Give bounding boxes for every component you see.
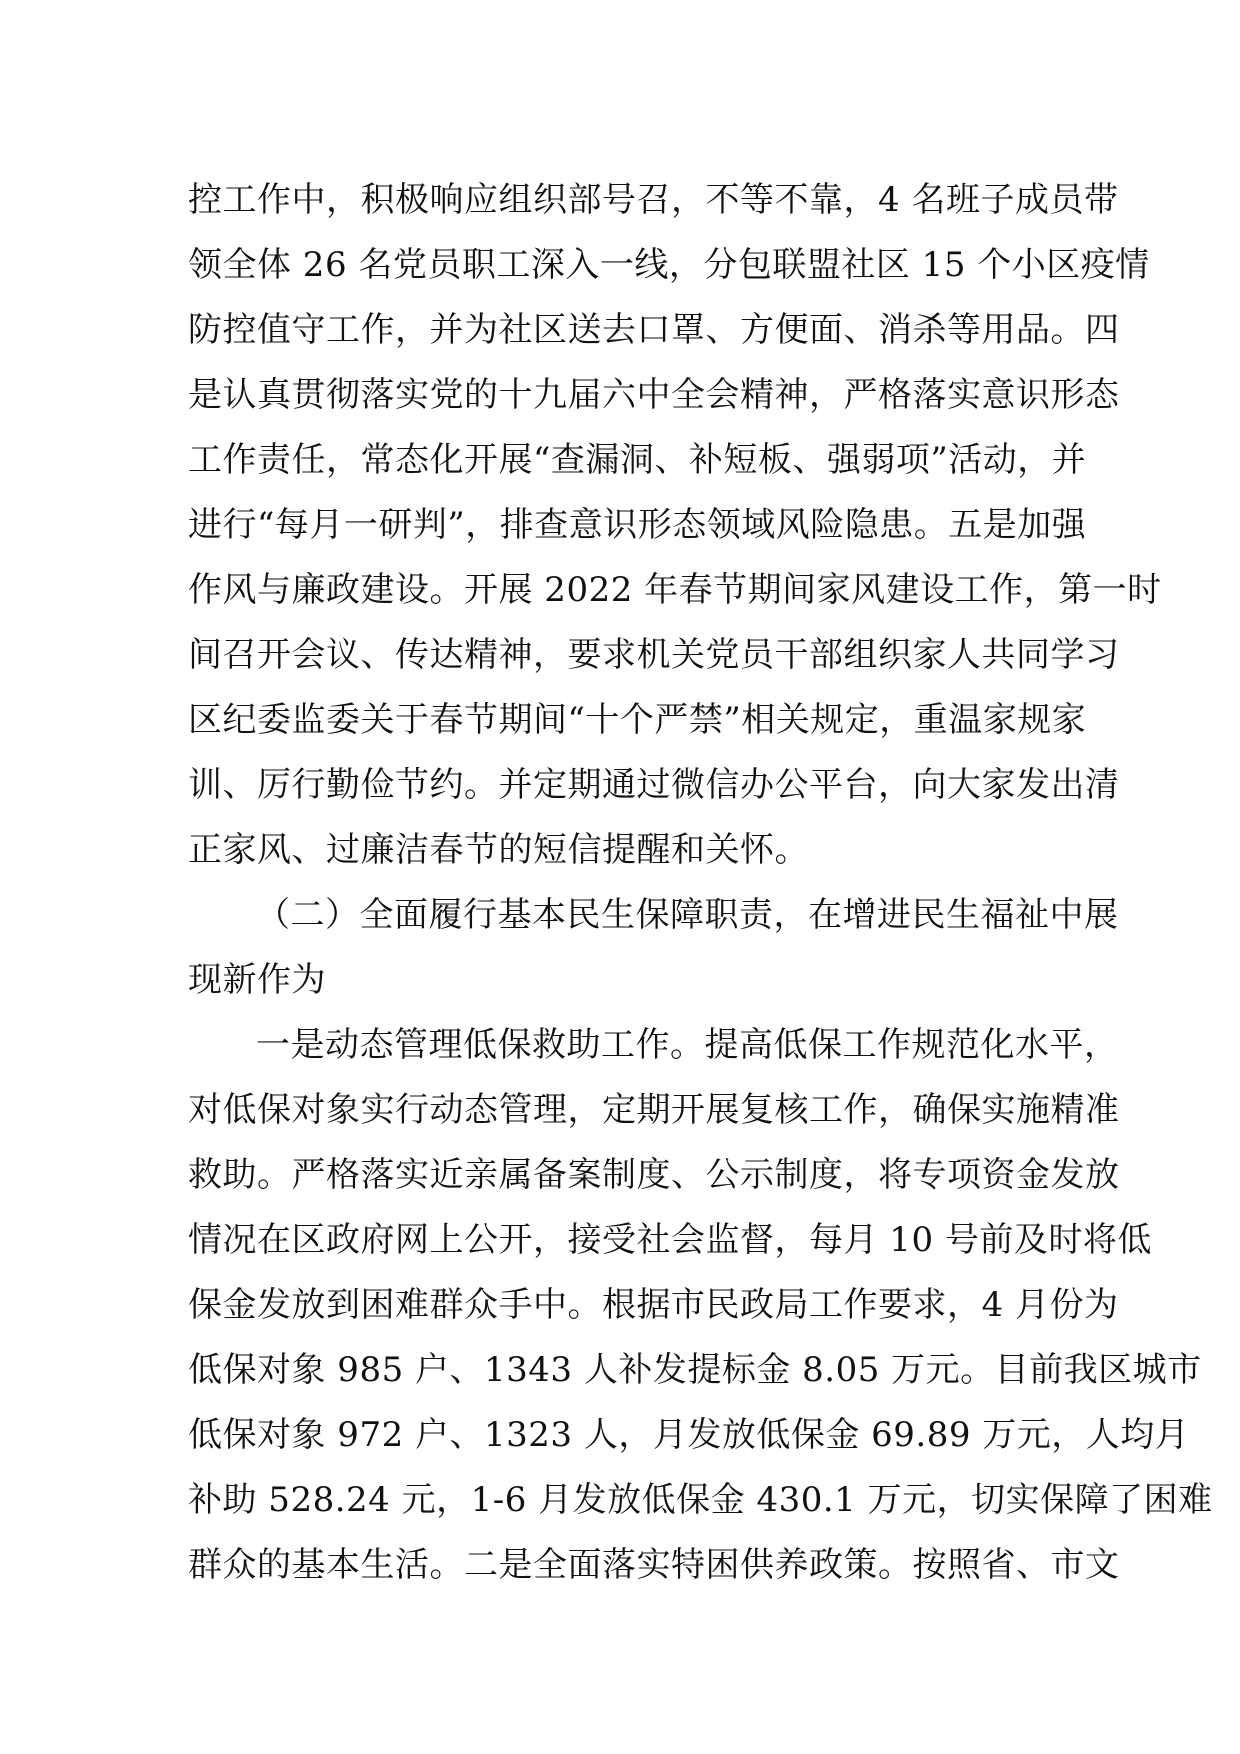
text-line: 领全体 26 名党员职工深入一线，分包联盟社区 15 个小区疫情 [188,245,1150,285]
body-text [188,168,1213,1598]
text-line: 救助。严格落实近亲属备案制度、公示制度，将专项资金发放 [188,1155,1120,1195]
text-line: 作风与廉政建设。开展 2022 年春节期间家风建设工作，第一时 [188,570,1162,610]
text-line: 正家风、过廉洁春节的短信提醒和关怀。 [188,830,809,870]
text-line: 是认真贯彻落实党的十九届六中全会精神，严格落实意识形态 [188,375,1120,415]
section-heading [188,883,1119,1013]
text-line: 补助 528.24 元，1-6 月发放低保金 430.1 万元，切实保障了困难 [188,1480,1213,1520]
text-line: 低保对象 985 户、1343 人补发提标金 8.05 万元。目前我区城市 [188,1350,1202,1390]
text-line: 工作责任，常态化开展“查漏洞、补短板、强弱项”活动，并 [188,440,1087,480]
text-line: 对低保对象实行动态管理，定期开展复核工作，确保实施精准 [188,1090,1120,1130]
text-line: 间召开会议、传达精神，要求机关党员干部组织家人共同学习 [188,635,1120,675]
text-line: 控工作中，积极响应组织部号召，不等不靠，4 名班子成员带 [188,180,1119,220]
text-line: 一是动态管理低保救助工作。提高低保工作规范化水平， [256,1025,1119,1065]
text-line: 训、厉行勤俭节约。并定期通过微信办公平台，向大家发出清 [188,765,1120,805]
paragraph-1 [188,168,1162,883]
text-line: 防控值守工作，并为社区送去口罩、方便面、消杀等用品。四 [188,310,1120,350]
text-line: 进行“每月一研判”，排查意识形态领域风险隐患。五是加强 [188,505,1087,545]
text-line: 保金发放到困难群众手中。根据市民政局工作要求，4 月份为 [188,1285,1119,1325]
text-line: 低保对象 972 户、1323 人，月发放低保金 69.89 万元，人均月 [188,1415,1190,1455]
paragraph-3 [188,1013,1213,1598]
heading-line: （二）全面履行基本民生保障职责，在增进民生福祉中展 [256,895,1119,935]
text-line: 情况在区政府网上公开，接受社会监督，每月 10 号前及时将低 [188,1220,1152,1260]
text-line: 群众的基本生活。二是全面落实特困供养政策。按照省、市文 [188,1545,1120,1585]
heading-line: 现新作为 [188,960,326,1000]
text-line: 区纪委监委关于春节期间“十个严禁”相关规定，重温家规家 [188,700,1087,740]
